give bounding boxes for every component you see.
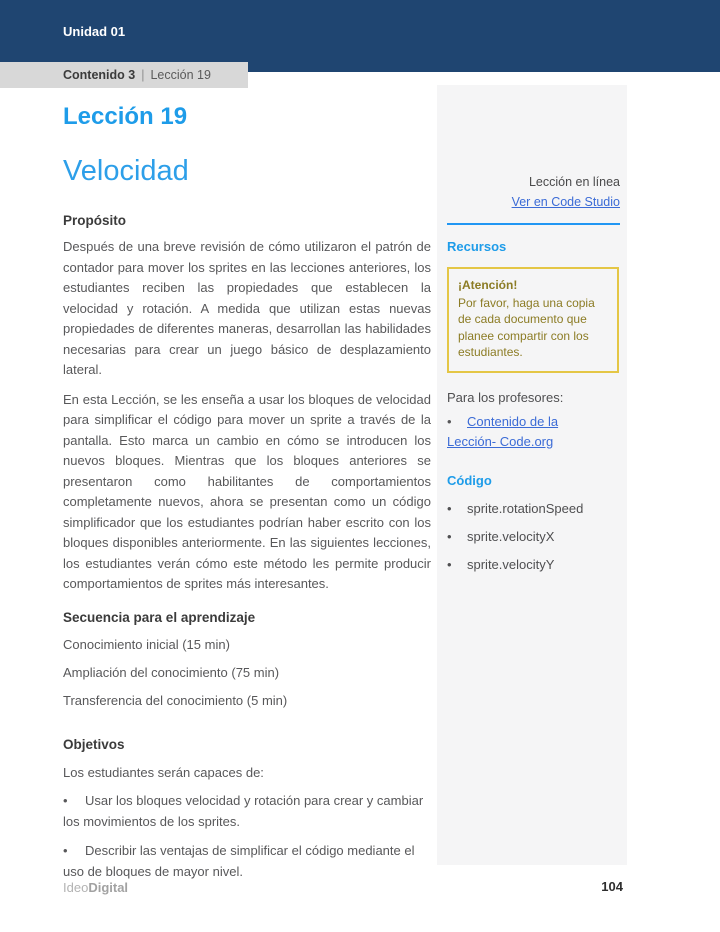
page-title: Lección 19 xyxy=(63,103,188,130)
codigo-item xyxy=(447,528,620,545)
teachers-label: Para los profesores: xyxy=(447,389,564,405)
proposito-paragraph: En esta Lección, se les enseña a usar los bloques de velocidad para simplificar el código para mover un sprite a través de la pantalla. Esto marca un cambio en cómo se introducen los nuevos bloques. Mientras que los bloques anteriores se presentaron como habilitantes de comportamientos completamente nuevos, ahora se presentan como un código simplificador que los estudiantes podrían haber escrito con los bloques disponibles anteriormente. En las siguientes lecciones, los estudiantes verán cómo este método les permite producir comportamientos de sprites más interesantes. xyxy=(63,391,431,591)
teachers-link-item xyxy=(447,412,620,452)
resources-sidebar xyxy=(437,85,627,865)
codigo-text: sprite.velocityX xyxy=(467,528,555,544)
codigo-text: sprite.velocityY xyxy=(467,556,555,572)
bullet-icon: • xyxy=(447,556,452,572)
codigo-text: sprite.rotationSpeed xyxy=(467,500,584,516)
objective-text: Describir las ventajas de simplificar el código mediante el uso de bloques de mayor nivel. xyxy=(63,842,415,879)
footer-brand-light: Ideo xyxy=(63,880,89,895)
bullet-icon: • xyxy=(63,842,68,858)
objective-item xyxy=(63,790,431,832)
secuencia-item: Ampliación del conocimiento (75 min) xyxy=(63,664,280,680)
proposito-paragraph: Después de una breve revisión de cómo utilizaron el patrón de contador para mover los sprites en las lecciones anteriores, los estudiantes reciben las propiedades que establecen la velocidad y rotación. A medida que utilizan estas nuevas propiedades de diferentes maneras, desarrollan las habilidades necesarias para crear un juego básico de desplazamiento lateral. xyxy=(63,239,431,377)
main-column xyxy=(63,98,431,882)
attention-body: Por favor, haga una copia de cada documento que planee compartir con los estudiantes. xyxy=(458,295,595,359)
code-studio-link[interactable]: Ver en Code Studio xyxy=(511,194,620,209)
bullet-icon: • xyxy=(447,528,452,544)
codigo-heading: Código xyxy=(447,472,492,488)
bullet-icon: • xyxy=(63,792,68,808)
breadcrumb-lesson: Lección 19 xyxy=(150,68,211,82)
lesson-content-link[interactable]: Contenido de la Lección- Code.org xyxy=(447,413,559,449)
lesson-online-block xyxy=(447,173,620,212)
proposito-heading: Propósito xyxy=(63,213,126,228)
breadcrumb xyxy=(0,62,248,88)
codigo-item xyxy=(447,500,620,517)
lesson-online-label: Lección en línea xyxy=(528,175,620,189)
objective-text: Usar los bloques velocidad y rotación para crear y cambiar los movimientos de los sprites. xyxy=(63,792,424,829)
footer-brand-bold: Digital xyxy=(88,880,129,895)
lesson-subtitle: Velocidad xyxy=(63,155,189,187)
sidebar-divider xyxy=(447,223,620,225)
attention-title: ¡Atención! xyxy=(458,278,518,292)
breadcrumb-content: Contenido 3 xyxy=(63,68,136,82)
attention-box xyxy=(447,267,619,373)
codigo-item xyxy=(447,556,620,573)
recursos-heading: Recursos xyxy=(447,239,507,254)
objetivos-intro: Los estudiantes serán capaces de: xyxy=(63,764,264,780)
unit-label: Unidad 01 xyxy=(63,24,126,39)
objetivos-heading: Objetivos xyxy=(63,736,125,752)
secuencia-heading: Secuencia para el aprendizaje xyxy=(63,609,256,625)
page-number: 104 xyxy=(601,879,623,894)
objective-item xyxy=(63,840,431,882)
footer-brand xyxy=(63,880,128,895)
secuencia-item: Transferencia del conocimiento (5 min) xyxy=(63,692,288,708)
bullet-icon: • xyxy=(447,413,452,429)
breadcrumb-separator: | xyxy=(141,68,145,82)
secuencia-item: Conocimiento inicial (15 min) xyxy=(63,636,230,652)
bullet-icon: • xyxy=(447,500,452,516)
